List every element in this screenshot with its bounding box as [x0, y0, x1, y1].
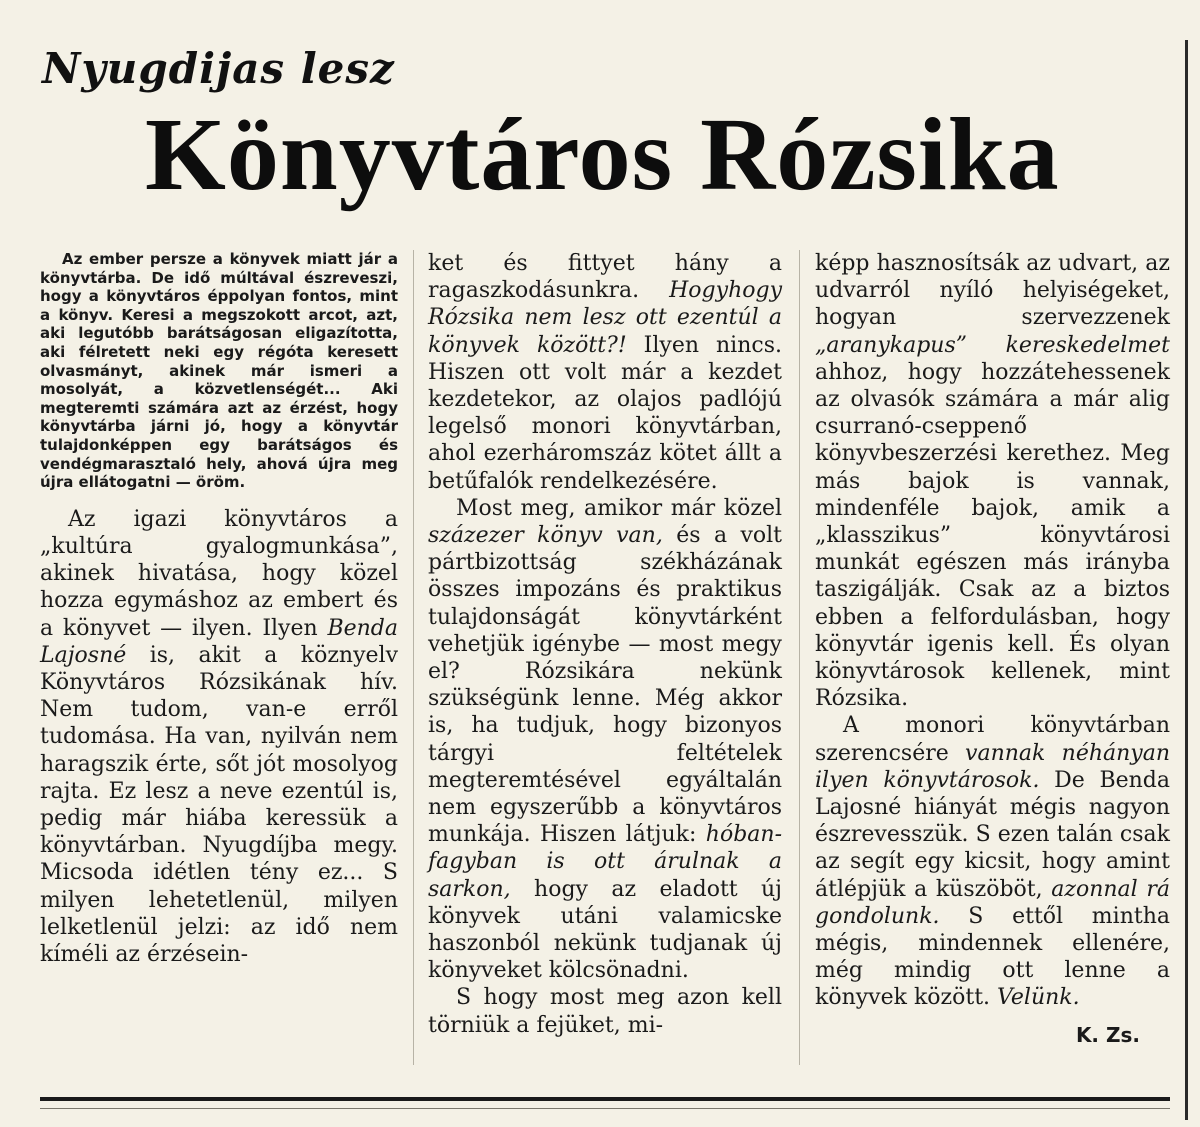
signature: K. Zs.	[1075, 1022, 1140, 1047]
body-paragraph: A monori könyvtárban szerencsére vannak néhányan ilyen könyvtárosok. De Benda Lajosné hiányát mégis nagyon észrevesszük. S ezen talán csak az segít egy kicsit, hogy amint átlépjük a küszöböt, azonnal rá gondolunk. S ettől mintha mégis, mindennek ellenére, még mindig ott lenne a könyvek között. Velünk.	[815, 713, 1170, 1011]
body-paragraph: S hogy most meg azon kell törniük a fejüket, mi-	[428, 985, 782, 1038]
body-paragraph: ket és fittyet hány a ragaszkodásunkra. Hogyhogy Rózsika nem lesz ott ezentúl a könyvek között?! Ilyen nincs. Hiszen ott volt már a kezdet kezdetekor, az olajos padlójú legelső monori könyvtárban, ahol ezerháromszáz kötet állt a betűfalók rendelkezésére.	[428, 251, 782, 494]
page-edge-rule	[1185, 40, 1188, 1120]
column-divider	[413, 250, 414, 1065]
column-1	[40, 250, 398, 968]
headline: Könyvtáros Rózsika	[145, 97, 1060, 212]
kicker-title: Nyugdijas lesz	[42, 44, 395, 93]
body-paragraph: képp hasznosítsák az udvart, az udvarról nyíló helyiségeket, hogyan szervezzenek „aranykapus” kereskedelmet ahhoz, hogy hozzátehessenek az olvasók számára a már alig csurranó-cseppenő könyvbeszerzési kerethez. Meg más bajok is vannak, mindenféle bajok, amik a „klasszikus” könyvtárosi munkát egészen más irányba taszigálják. Csak az a biztos ebben a felfordulásban, hogy könyvtár igenis kell. És olyan könyvtárosok kellenek, mint Rózsika.	[815, 251, 1170, 712]
bottom-rule-thin	[40, 1108, 1170, 1109]
column-3	[815, 250, 1170, 1049]
bottom-rule	[40, 1097, 1170, 1101]
body-paragraph: Az igazi könyvtáros a „kultúra gyalogmunkása”, akinek hivatása, hogy közel hozza egymáshoz az embert és a könyvet — ilyen. Ilyen Benda Lajosné is, akit a köznyelv Könyvtáros Rózsikának hív. Nem tudom, van-e erről tudomása. Ha van, nyilván nem haragszik érte, sőt jót mosolyog rajta. Ez lesz a neve ezentúl is, pedig már hiába keressük a könyvtárban. Nyugdíjba megy. Micsoda idétlen tény ez... S milyen lehetetlenül, milyen lelketlenül jelzi: az idő nem kíméli az érzésein-	[40, 506, 398, 967]
lead-paragraph: Az ember persze a könyvek miatt jár a könyvtárba. De idő múltával észreveszi, hogy a könyvtáros éppolyan fontos, mint a könyv. Keresi a megszokott arcot, azt, aki legutóbb barátságosan eligazította, aki félretett neki egy régóta keresett olvasmányt, akinek már ismeri a mosolyát, a közvetlenségét... Aki megteremti számára azt az érzést, hogy könyvtárba járni jó, hogy a könyvtár tulajdonképpen egy barátságos és vendégmarasztaló hely, ahová újra meg újra ellátogatni — öröm.	[40, 250, 398, 492]
column-divider	[799, 250, 800, 1065]
body-paragraph: Most meg, amikor már közel százezer könyv van, és a volt pártbizottság székházának összes impozáns és praktikus tulajdonságát könyvtárként vehetjük igénybe — most megy el? Rózsikára nekünk szükségünk lenne. Még akkor is, ha tudjuk, hogy bizonyos tárgyi feltételek megteremtésével egyáltalán nem egyszerűbb a könyvtáros munkája. Hiszen látjuk: hóban-fagyban is ott árulnak a sarkon, hogy az eladott új könyvek utáni valamicske haszonból nekünk tudjanak új könyveket kölcsönadni.	[428, 495, 782, 984]
column-2	[428, 250, 782, 1039]
